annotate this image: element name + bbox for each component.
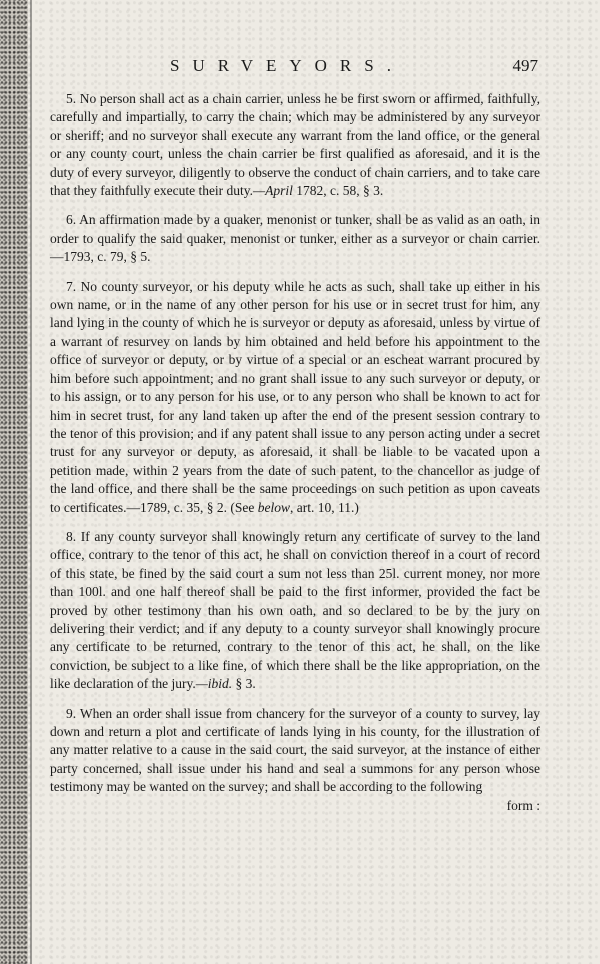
paragraph-8: 8. If any county surveyor shall knowingly return any certificate of survey to the land office, contrary to the tenor of this act, he shall on conviction thereof in a court of record of this state, be fined by the said court a sum not less than 25l. current money, nor more than 100l. and one half thereof shall be paid to the first informer, provided the fact be proved by other testimony than his own oath, and so declared to be by the jury on delivering their verdict; and if any deputy to a county surveyor shall knowingly procure any certificate to be returned, contrary to the tenor of this act, he shall, on the like conviction, be subject to a like fine, of which there shall be the like appropriation, on the like declaration of the jury.—ibid. § 3. xyxy=(50,528,540,692)
paragraph-5: 5. No person shall act as a chain carrier, unless he be first sworn or affirmed, faithfully, carefully and impartially, to carry the chain; which may be administered by any surveyor or sheriff; and no surveyor shall execute any warrant from the land office, or the general or any county court, unless the chain carrier be first qualified as aforesaid, and it is the duty of every surveyor, diligently to observe the conduct of chain carriers, and to take care that they faithfully execute their duty.—April 1782, c. 58, § 3. xyxy=(50,91,540,199)
running-title: SURVEYORS. xyxy=(170,56,404,75)
body-text xyxy=(50,90,540,826)
citation: —ibid. xyxy=(195,676,233,692)
paragraph-7: 7. No county surveyor, or his deputy while he acts as such, shall take up either in his own name, or in the name of any other person for his use or in secret trust for him, any land lying in the county of which he is surveyor or deputy as aforesaid, unless by virtue of a warrant of resurvey on lands by him obtained and held before his appointment to the office of surveyor or deputy, or by virtue of a special or an escheat warrant procured by him before such appointment; and no grant shall issue to any such surveyor or deputy, or to his assign, or to any person for his use, or to any person who shall be known to act for him in secret trust, for any land taken up after the end of the present session contrary to the tenor of this provision; and if any patent shall issue to any person acting under a secret trust for any surveyor or deputy, as aforesaid, it shall be liable to be vacated upon a petition made, within 2 years from the date of such patent, to the chancellor as judge of the land office, and there shall be the same proceedings on such petition as upon caveats to certificates.—1789, c. 35, § 2. (See below, art. 10, 11.) xyxy=(50,278,540,515)
page-number: 497 xyxy=(512,56,538,75)
fold-line xyxy=(30,0,32,964)
catchword: form : xyxy=(506,797,540,813)
citation: —April xyxy=(253,183,293,199)
binding-edge xyxy=(0,0,28,964)
paragraph-9: 9. When an order shall issue from chancery for the surveyor of a county to survey, lay down and return a plot and certificate of lands lying in his county, for the illustration of any matter relative to a cause in the said court, the said surveyor, at the instance of either party concerned, shall issue under his hand and seal a summons for any person whose testimony may be wanted on the survey; and shall be according to the following form : xyxy=(50,705,540,815)
see-reference: below xyxy=(257,499,290,515)
page-header xyxy=(0,56,600,80)
paragraph-6: 6. An affirmation made by a quaker, menonist or tunker, shall be as valid as an oath, in order to qualify the said quaker, menonist or tunker, either as a surveyor or chain carrier.—1793, c. 79, § 5. xyxy=(50,212,540,265)
